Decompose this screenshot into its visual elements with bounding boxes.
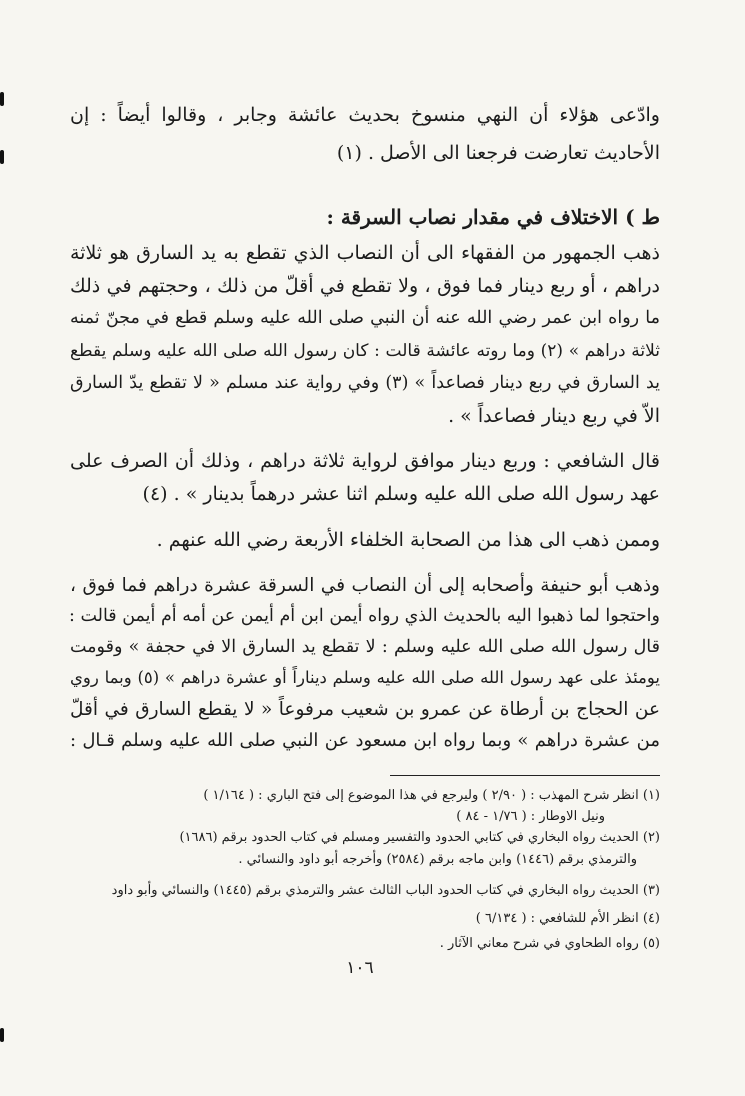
body-line: يد السارق في ربع دينار فصاعداً » (٣) وفي رواية عند مسلم « لا تقطع يدّ السارق bbox=[70, 373, 661, 393]
footnote-continuation: والترمذي برقم (١٤٤٦) وابن ماجه برقم (٢٥٨٤) وأخرجه أبو داود والنسائي . bbox=[238, 852, 637, 867]
body-line: وممن ذهب الى هذا من الصحابة الخلفاء الأربعة رضي الله عنهم . bbox=[156, 529, 660, 551]
binding-mark bbox=[0, 92, 4, 106]
body-line: وادّعى هؤلاء أن النهي منسوخ بحديث عائشة وجابر ، وقالوا أيضاً : إن bbox=[70, 104, 660, 126]
body-line: ثلاثة دراهم » (٢) وما روته عائشة قالت : كان رسول الله صلى الله عليه وسلم يقطع bbox=[70, 341, 660, 361]
body-line: الأحاديث تعارضت فرجعنا الى الأصل . (١) bbox=[336, 142, 660, 164]
footnote: (١) انظر شرح المهذب : ( ٢/٩٠ ) وليرجع في هذا الموضوع إلى فتح الباري : ( ١/١٦٤ ) bbox=[203, 788, 660, 803]
body-line: يومئذ على عهد رسول الله صلى الله عليه وسلم ديناراً أو عشرة دراهم » (٥) وبما روي bbox=[70, 668, 661, 687]
binding-mark bbox=[0, 1028, 4, 1042]
footnote-continuation: ونيل الاوطار : ( ١/٧٦ - ٨٤ ) bbox=[456, 809, 605, 824]
body-line: وذهب أبو حنيفة وأصحابه إلى أن النصاب في السرقة عشرة دراهم فما فوق ، bbox=[70, 575, 660, 596]
body-line: عن الحجاج بن أرطاة عن عمرو بن شعيب مرفوعاً « لا يقطع السارق في أقلّ bbox=[70, 699, 660, 720]
section-heading: ط ) الاختلاف في مقدار نصاب السرقة : bbox=[326, 205, 660, 229]
footnote-separator bbox=[390, 775, 660, 776]
body-line: الاّ في ربع دينار فصاعداً » . bbox=[448, 405, 660, 427]
footnote: (٢) الحديث رواه البخاري في كتابي الحدود والتفسير ومسلم في كتاب الحدود برقم (١٦٨٦) bbox=[179, 830, 660, 845]
body-line: قال رسول الله صلى الله عليه وسلم : لا تقطع يد السارق الا في حجفة » وقومت bbox=[70, 637, 660, 657]
body-line: ذهب الجمهور من الفقهاء الى أن النصاب الذي تقطع به يد السارق هو ثلاثة bbox=[70, 242, 660, 264]
body-line: ما رواه ابن عمر رضي الله عنه أن النبي صلى الله عليه وسلم قطع في مجنّ ثمنه bbox=[70, 308, 660, 328]
footnote: (٤) انظر الأم للشافعي : ( ٦/١٣٤ ) bbox=[475, 911, 660, 926]
body-line: قال الشافعي : وربع دينار موافق لرواية ثلاثة دراهم ، وذلك أن الصرف على bbox=[70, 450, 660, 472]
footnote: (٥) رواه الطحاوي في شرح معاني الآثار . bbox=[439, 936, 660, 951]
binding-mark bbox=[0, 150, 4, 164]
footnote: (٣) الحديث رواه البخاري في كتاب الحدود الباب الثالث عشر والترمذي برقم (١٤٤٥) والنسائي وأبو داود bbox=[111, 883, 660, 898]
body-line: من عشرة دراهم » وبما رواه ابن مسعود عن النبي صلى الله عليه وسلم قـال : bbox=[70, 730, 660, 751]
body-line: واحتجوا لما ذهبوا اليه بالحديث الذي رواه أيمن ابن أم أيمن عن أمه أم أيمن قالت : bbox=[69, 606, 660, 626]
body-line: عهد رسول الله صلى الله عليه وسلم اثنا عشر درهماً بدينار » . (٤) bbox=[142, 483, 660, 505]
body-line: دراهم ، أو ربع دينار فما فوق ، ولا تقطع في أقلّ من ذلك ، وحجتهم في ذلك bbox=[70, 275, 660, 297]
page-number: ١٠٦ bbox=[346, 958, 374, 978]
